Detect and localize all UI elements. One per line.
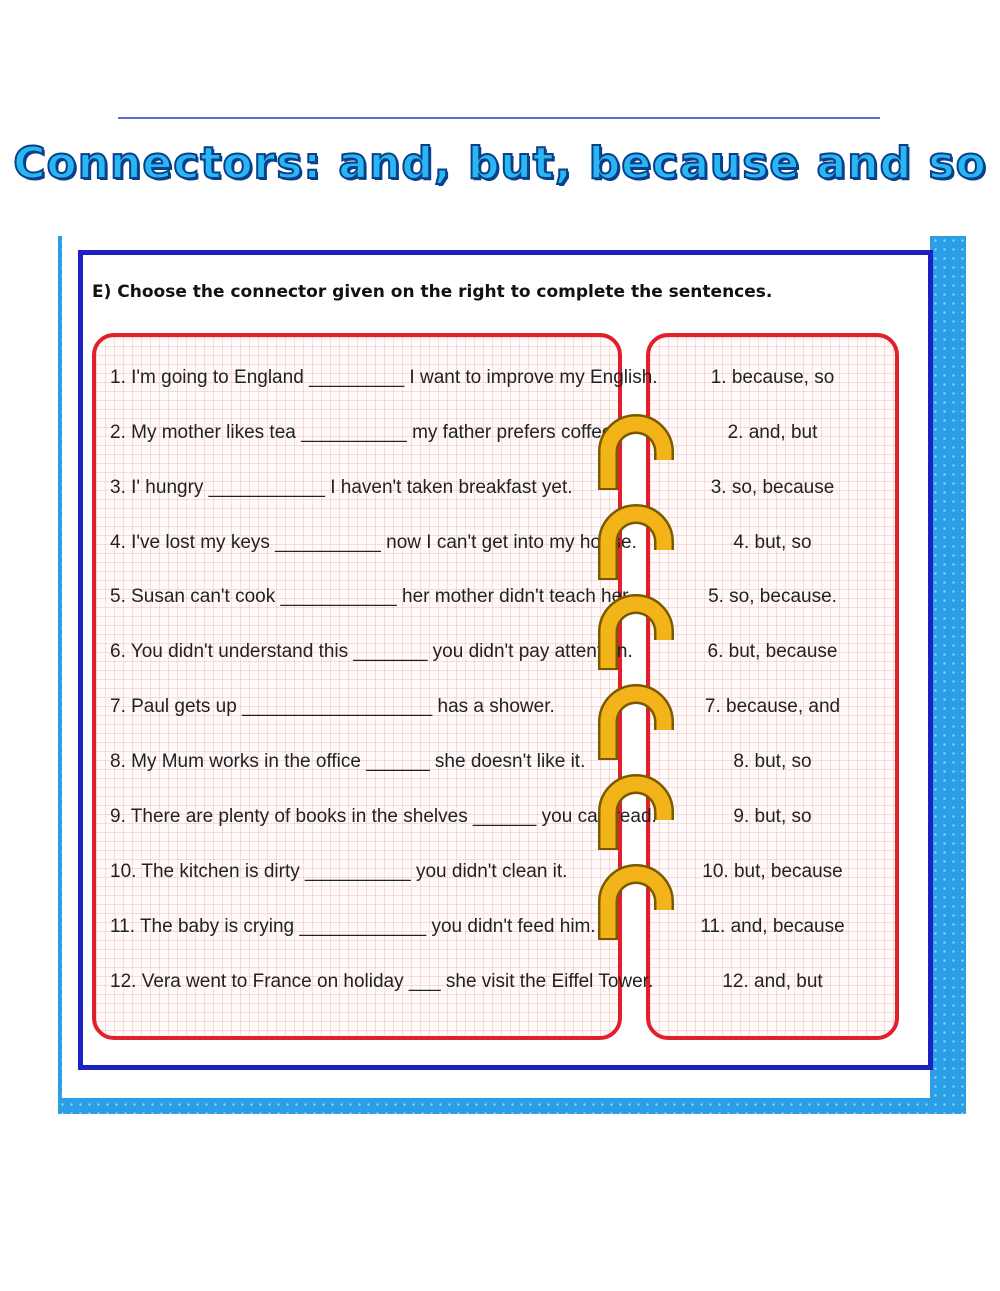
sentence-2: 2. My mother likes tea __________ my father prefers coffee. [110,422,618,443]
answer-7: 7. because, and [704,696,841,717]
sentence-11: 11. The baby is crying ____________ you didn't feed him. [110,916,596,937]
answer-4: 4. but, so [733,532,812,553]
answer-11: 11. and, because [700,916,845,937]
sentence-7: 7. Paul gets up __________________ has a shower. [110,696,555,717]
answer-6: 6. but, because [707,641,838,662]
answer-10: 10. but, because [702,861,843,882]
page-title: Connectors: and, but, because and so [13,138,987,189]
answer-5: 5. so, because. [708,586,837,607]
sentence-6: 6. You didn't understand this _______ you didn't pay attention. [110,641,633,662]
answer-1: 1. because, so [710,367,835,388]
sentence-12: 12. Vera went to France on holiday ___ she visit the Eiffel Tower. [110,971,654,992]
answer-12: 12. and, but [722,971,823,992]
binder-rings-icon [596,380,676,980]
sentence-3: 3. I' hungry ___________ I haven't taken breakfast yet. [110,477,573,498]
sentence-1: 1. I'm going to England _________ I want to improve my English. [110,367,658,388]
answer-8: 8. but, so [733,751,812,772]
sentence-10: 10. The kitchen is dirty __________ you didn't clean it. [110,861,568,882]
answer-9: 9. but, so [733,806,812,827]
top-rule [118,117,880,119]
answer-2: 2. and, but [727,422,818,443]
answer-3: 3. so, because [710,477,835,498]
instruction: E) Choose the connector given on the right to complete the sentences. [92,282,773,302]
sentence-9: 9. There are plenty of books in the shelves ______ you can read. [110,806,657,827]
sentence-8: 8. My Mum works in the office ______ she doesn't like it. [110,751,586,772]
sentence-4: 4. I've lost my keys __________ now I can't get into my house. [110,532,637,553]
sentence-5: 5. Susan can't cook ___________ her mother didn't teach her. [110,586,633,607]
